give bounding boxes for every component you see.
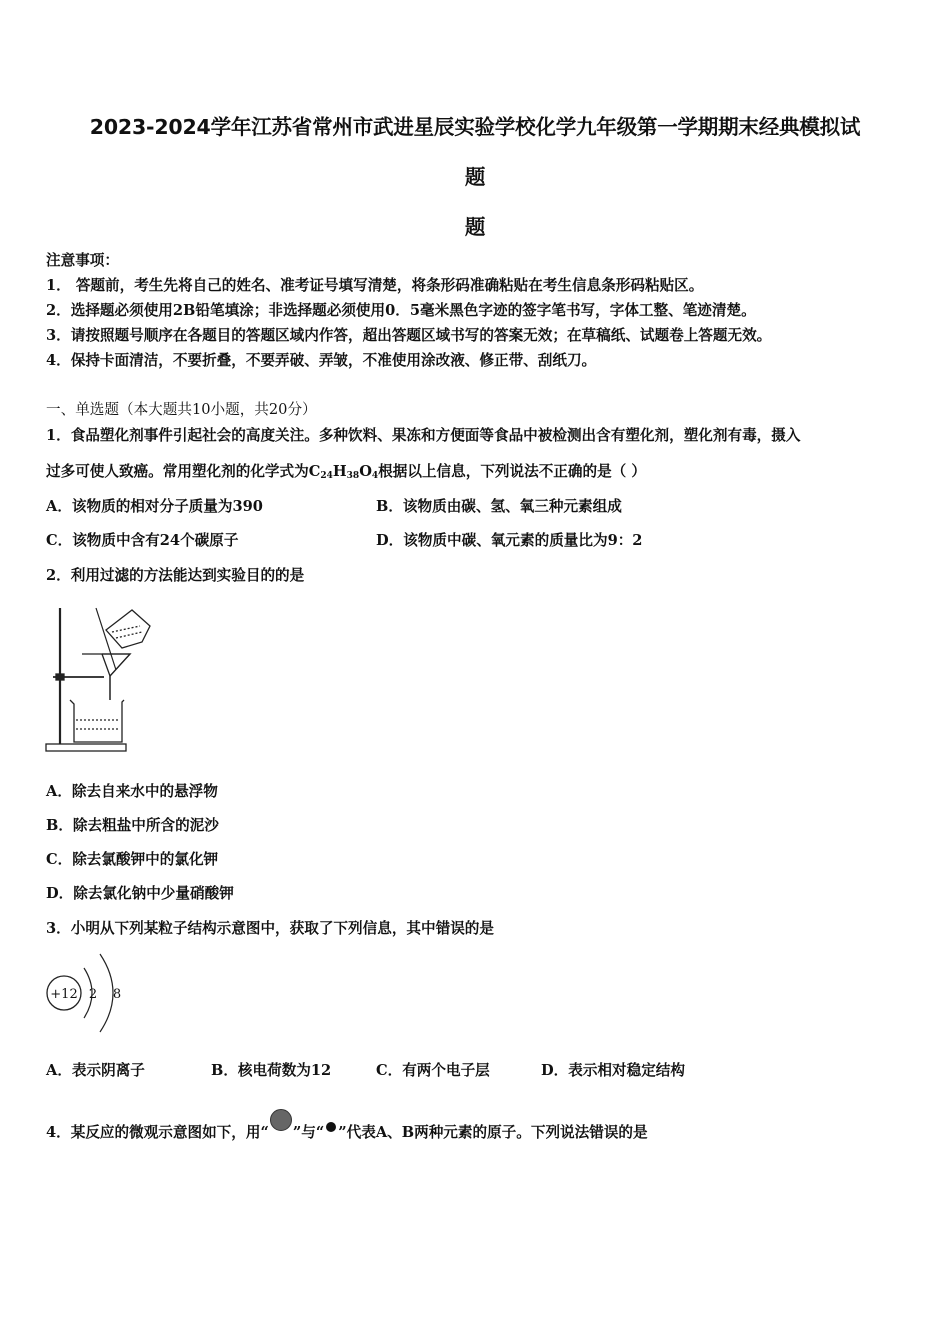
q3-option-b: B．核电荷数为12: [211, 1062, 332, 1079]
q3-option-a: A．表示阴离子: [46, 1062, 145, 1079]
stand-base: [46, 744, 126, 751]
page-title-line1: 2023-2024学年江苏省常州市武进星辰实验学校化学九年级第一学期期末经典模拟试: [89, 115, 861, 139]
q1-option-a: A．该物质的相对分子质量为390: [46, 498, 263, 515]
q3-stem: 3．小明从下列某粒子结构示意图中，获取了下列信息，其中错误的是: [46, 920, 494, 937]
notes-item: 2．选择题必须使用2B铅笔填涂；非选择题必须使用0．5毫米黑色字迹的签字笔书写，字体工整、笔迹清楚。: [46, 302, 756, 319]
q1-option-c: C．该物质中含有24个碳原子: [46, 532, 239, 549]
shell1-electrons: 2: [88, 987, 98, 1002]
q2-stem: 2．利用过滤的方法能达到实验目的的是: [46, 567, 305, 584]
atom-structure-diagram: [42, 948, 132, 1038]
q1-option-d: D．该物质中碳、氧元素的质量比为9：2: [376, 532, 643, 549]
notes-item: 3．请按照题号顺序在各题目的答题区域内作答，超出答题区域书写的答案无效；在草稿纸、试题卷上答题无效。: [46, 327, 772, 344]
q2-option-d: D．除去氯化钠中少量硝酸钾: [46, 885, 234, 902]
page-title-line3: 题: [464, 215, 486, 239]
shell2-electrons: 8: [112, 987, 122, 1002]
q1-formula: $C_{24}H_{38}O_4$: [308, 463, 379, 481]
electron-shell-2: [100, 954, 113, 1032]
q2-option-b: B．除去粗盐中所含的泥沙: [46, 817, 219, 834]
notes-heading: 注意事项：: [46, 252, 119, 269]
page-title-line2: 题: [464, 165, 486, 189]
atom-a-icon: [270, 1109, 292, 1131]
q3-option-d: D．表示相对稳定结构: [541, 1062, 686, 1079]
q2-option-c: C．除去氯酸钾中的氯化钾: [46, 851, 219, 868]
filtration-apparatus-diagram: [44, 604, 156, 756]
q2-option-a: A．除去自来水中的悬浮物: [46, 783, 218, 800]
section-heading: 一、单选题（本大题共10小题，共20分）: [46, 401, 317, 418]
notes-item: 4．保持卡面清洁，不要折叠，不要弄破、弄皱，不准使用涂改液、修正带、刮纸刀。: [46, 352, 597, 369]
q4-stem: 4．某反应的微观示意图如下，用“ ”与“ ”代表A、B两种元素的原子。下列说法错误的是: [46, 1109, 648, 1142]
q3-option-c: C．有两个电子层: [376, 1062, 490, 1079]
q1-stem-line2: 过多可使人致癌。常用塑化剂的化学式为$C_{24}H_{38}O_4$根据以上信息，下列说法不正确的是（ ）: [46, 463, 646, 481]
notes-item: 1． 答题前，考生先将自己的姓名、准考证号填写清楚，将条形码准确粘贴在考生信息条形码粘贴区。: [46, 277, 704, 294]
q1-stem-line1: 1．食品塑化剂事件引起社会的高度关注。多种饮料、果冻和方便面等食品中被检测出含有塑化剂，塑化剂有毒，摄入: [46, 427, 801, 444]
beaker-bottom: [70, 700, 124, 742]
nucleus-charge: +12: [50, 987, 78, 1002]
atom-b-icon: [326, 1122, 336, 1132]
glass-rod: [96, 608, 116, 670]
q1-option-b: B．该物质由碳、氢、氧三种元素组成: [376, 498, 622, 515]
